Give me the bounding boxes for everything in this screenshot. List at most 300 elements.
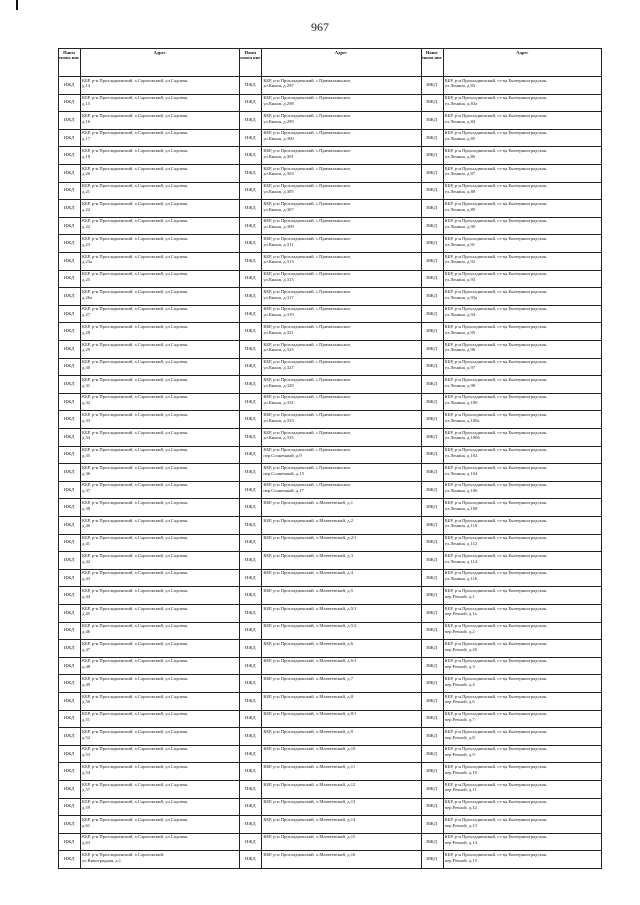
object-type-cell: ИЖД bbox=[63, 275, 75, 281]
object-type-cell: ИЖД bbox=[63, 521, 75, 527]
object-type-cell: ИЖД bbox=[63, 627, 75, 633]
address-line-1: КБР, р-н Прохладненский, с.Прималкинское, bbox=[263, 394, 352, 400]
object-type-cell: ИЖД bbox=[426, 416, 437, 422]
object-type-cell: ИЖД bbox=[63, 187, 75, 193]
address-line-1: КБР, р-н Прохладненский, х.Саратовский, ул.Садовая, bbox=[82, 746, 188, 752]
address-line-1: КБР, р-н Прохладненский, х.Саратовский, ул.Садовая, bbox=[82, 675, 188, 681]
object-type-cell: ИЖД bbox=[245, 539, 256, 545]
address-line-2: ул.Кныш, д.331 bbox=[263, 400, 294, 406]
address-line-2: ул.Кныш, д.315 bbox=[263, 276, 294, 282]
object-type-cell: ИЖД bbox=[245, 592, 256, 598]
address-line-2: ул.Кныш, д.325 bbox=[263, 347, 294, 353]
address-line-2: д.15 bbox=[82, 100, 91, 106]
header-type-label: Наим енова ние bbox=[58, 50, 80, 61]
address-line-1: КБР, р-н Прохладненский, с.Прималкинское, bbox=[263, 253, 352, 259]
address-line-1: КБР, р-н Прохладненский, х.Саратовский, ул.Садовая, bbox=[82, 200, 188, 206]
address-line-2: ул.Кныш, д.298 bbox=[263, 100, 294, 106]
address-line-1: КБР, р-н Прохладненский, ст-ца.Екатериноградская, bbox=[444, 235, 547, 241]
object-type-cell: ИЖД bbox=[245, 627, 256, 633]
address-line-1: КБР, р-н Прохладненский, с.Прималкинское, bbox=[263, 235, 352, 241]
object-type-cell: ИЖД bbox=[63, 821, 75, 826]
object-type-cell: ИЖД bbox=[426, 398, 437, 404]
object-type-cell: ИЖД bbox=[426, 803, 437, 809]
object-type-cell: ИЖД bbox=[63, 645, 75, 650]
address-line-1: КБР, р-н Прохладненский, ст-ца.Екатериноградская, bbox=[444, 359, 547, 365]
object-type-cell: ИЖД bbox=[245, 381, 256, 386]
address-line-1: КБР, р-н Прохладненский, ст-ца.Екатериноградская, bbox=[444, 499, 547, 505]
address-line-2: пер.Солнечный, д.9 bbox=[263, 452, 302, 458]
address-line-2: ул.Кныш, д.335 bbox=[263, 435, 294, 441]
address-line-1: КБР, р-н Прохладненский, ст-ца.Екатериноградская, bbox=[444, 482, 547, 488]
object-type-cell: ИЖД bbox=[245, 205, 256, 210]
scan-margin-mark bbox=[16, 0, 18, 10]
address-line-1: КБР, р-н Прохладненский, ст-ца.Екатериноградская, bbox=[444, 851, 547, 857]
object-type-cell: ИЖД bbox=[245, 363, 256, 369]
address-line-1: КБР, р-н Прохладненский, ст-ца.Екатериноградская, bbox=[444, 165, 547, 171]
object-type-cell: ИЖД bbox=[245, 433, 256, 439]
object-type-cell: ИЖД bbox=[426, 750, 437, 756]
address-line-2: ул.Ленина, д.102 bbox=[444, 452, 478, 458]
object-type-cell: ИЖД bbox=[426, 557, 437, 562]
address-line-1: КБР, р-н Прохладненский, х.Саратовский, ул.Садовая, bbox=[82, 235, 188, 241]
address-line-2: д.51 bbox=[82, 716, 91, 722]
address-line-2: ул.Кныш, д.327 bbox=[263, 364, 294, 370]
object-type-cell: ИЖД bbox=[63, 205, 75, 210]
address-line-2: ул.Кныш, д.309 bbox=[263, 224, 294, 230]
address-line-1: КБР, р-н Прохладненский, х.Матвеевский, д.2 bbox=[263, 517, 354, 523]
address-line-2: д.40 bbox=[82, 523, 91, 529]
address-line-1: КБР, р-н Прохладненский, ст-ца.Екатериноградская, bbox=[444, 658, 547, 664]
address-line-1: КБР, р-н Прохладненский, х.Саратовский, ул.Садовая, bbox=[82, 147, 188, 153]
header-type-label: Наим енова ние bbox=[421, 50, 442, 61]
address-line-2: ул.Ленина, д.93 bbox=[444, 276, 476, 282]
object-type-cell: ИЖД bbox=[245, 750, 256, 756]
address-line-1: КБР, р-н Прохладненский, х.Саратовский, ул.Садовая, bbox=[82, 112, 188, 118]
address-line-2: ул.Ленина, д.93а bbox=[444, 294, 478, 300]
address-line-1: КБР, р-н Прохладненский, ст-ца.Екатериноградская, bbox=[444, 147, 547, 153]
address-line-1: КБР, р-н Прохладненский, с.Прималкинское, bbox=[263, 77, 352, 83]
address-line-2: д.37 bbox=[82, 488, 91, 494]
object-type-cell: ИЖД bbox=[245, 838, 256, 844]
object-type-cell: ИЖД bbox=[426, 592, 437, 598]
address-line-2: д.29 bbox=[82, 347, 91, 353]
address-line-1: КБР, р-н Прохладненский, х.Саратовский, ул.Садовая, bbox=[82, 728, 188, 734]
object-type-cell: ИЖД bbox=[63, 169, 75, 175]
address-line-1: КБР, р-н Прохладненский, х.Матвеевский, д.16 bbox=[263, 851, 356, 857]
address-line-2: ул.Ленина, д.94 bbox=[444, 312, 476, 318]
address-line-1: КБР, р-н Прохладненский, с.Прималкинское, bbox=[263, 218, 352, 224]
address-line-2: д.59 bbox=[82, 804, 91, 810]
address-line-1: КБР, р-н Прохладненский, х.Саратовский, ул.Садовая, bbox=[82, 552, 188, 558]
object-type-cell: ИЖД bbox=[63, 838, 75, 844]
address-line-2: д.46 bbox=[82, 628, 91, 634]
address-line-1: КБР, р-н Прохладненский, ст-ца.Екатериноградская, bbox=[444, 763, 547, 769]
address-line-1: КБР, р-н Прохладненский, х.Саратовский, ул.Садовая, bbox=[82, 183, 188, 189]
address-line-2: пер.Речной, д.15 bbox=[444, 857, 477, 863]
address-line-2: ул.Кныш, д.303 bbox=[263, 171, 294, 177]
address-line-2: д.44 bbox=[82, 593, 91, 599]
object-type-cell: ИЖД bbox=[245, 451, 256, 457]
address-line-1: КБР, р-н Прохладненский, х.Саратовский, ул.Садовая, bbox=[82, 394, 188, 400]
object-type-cell: ИЖД bbox=[245, 856, 256, 862]
address-line-2: ул.Кныш, д.317 bbox=[263, 294, 294, 300]
address-line-2: ул.Ленина, д.91 bbox=[444, 241, 476, 247]
address-line-2: д.35 bbox=[82, 452, 91, 458]
address-line-1: КБР, р-н Прохладненский, х.Саратовский, ул.Садовая, bbox=[82, 570, 188, 576]
address-line-1: КБР, р-н Прохладненский, ст-ца.Екатериноградская, bbox=[444, 675, 547, 681]
address-line-1: КБР, р-н Прохладненский, х.Саратовский, ул.Садовая, bbox=[82, 587, 188, 593]
object-type-cell: ИЖД bbox=[245, 715, 256, 721]
address-line-1: КБР, р-н Прохладненский, ст-ца.Екатериноградская, bbox=[444, 552, 547, 558]
object-type-cell: ИЖД bbox=[63, 557, 75, 562]
address-line-1: КБР, р-н Прохладненский, х.Матвеевский, д.1 bbox=[263, 499, 354, 505]
object-type-cell: ИЖД bbox=[426, 539, 437, 545]
object-type-cell: ИЖД bbox=[63, 662, 75, 668]
address-line-2: ул.Ленина, д.83 bbox=[444, 83, 476, 89]
object-type-cell: ИЖД bbox=[426, 363, 437, 369]
address-line-2: ул.Ленина, д.106 bbox=[444, 488, 478, 494]
address-line-1: КБР, р-н Прохладненский, х.Саратовский, ул.Садовая, bbox=[82, 77, 188, 83]
address-line-2: пер.Речной, д.3 bbox=[444, 664, 475, 670]
address-line-1: КБР, р-н Прохладненский, ст-ца.Екатериноградская, bbox=[444, 77, 547, 83]
object-type-cell: ИЖД bbox=[245, 416, 256, 422]
address-line-2: ул.Кныш, д.305 bbox=[263, 188, 294, 194]
object-type-cell: ИЖД bbox=[63, 240, 75, 246]
address-line-2: д.61 bbox=[82, 822, 91, 828]
address-line-2: пер.Речной, д.8 bbox=[444, 734, 475, 740]
address-line-1: КБР, р-н Прохладненский, ст-ца.Екатериноградская, bbox=[444, 341, 547, 347]
address-line-2: д.50 bbox=[82, 699, 91, 705]
address-line-1: КБР, р-н Прохладненский, х.Саратовский, ул.Садовая, bbox=[82, 640, 188, 646]
address-line-1: КБР, р-н Прохладненский, х.Саратовский, ул.Садовая, bbox=[82, 834, 188, 840]
address-line-2: д.33 bbox=[82, 417, 91, 423]
object-type-cell: ИЖД bbox=[426, 821, 437, 826]
address-line-1: КБР, р-н Прохладненский, х.Саратовский, ул.Садовая, bbox=[82, 411, 188, 417]
object-type-cell: ИЖД bbox=[63, 293, 75, 298]
address-line-1: КБР, р-н Прохладненский, х.Матвеевский, д.5/1 bbox=[263, 605, 357, 611]
object-type-cell: ИЖД bbox=[426, 768, 437, 774]
address-line-2: пер.Солнечный, д.15 bbox=[263, 470, 304, 476]
address-line-1: КБР, р-н Прохладненский, ст-ца.Екатериноградская, bbox=[444, 605, 547, 611]
address-line-1: КБР, р-н Прохладненский, ст-ца.Екатериноградская, bbox=[444, 535, 547, 541]
address-line-1: КБР, р-н Прохладненский, с.Прималкинское, bbox=[263, 147, 352, 153]
address-line-1: КБР, р-н Прохладненский, х.Матвеевский, д.6/1 bbox=[263, 658, 357, 664]
address-line-1: КБР, р-н Прохладненский, с.Прималкинское, bbox=[263, 112, 352, 118]
type-column-rule bbox=[443, 48, 444, 868]
type-column-rule bbox=[80, 48, 81, 868]
object-type-cell: ИЖД bbox=[426, 222, 437, 228]
object-type-cell: ИЖД bbox=[426, 645, 437, 650]
object-type-cell: ИЖД bbox=[245, 257, 256, 263]
address-line-1: КБР, р-н Прохладненский, х.Матвеевский, д.13 bbox=[263, 799, 356, 805]
address-line-1: КБР, р-н Прохладненский, с.Прималкинское, bbox=[263, 482, 352, 488]
object-type-cell: ИЖД bbox=[63, 363, 75, 369]
object-type-cell: ИЖД bbox=[245, 645, 256, 650]
table-bottom-rule bbox=[58, 868, 602, 869]
object-type-cell: ИЖД bbox=[63, 257, 75, 263]
address-line-1: КБР, р-н Прохладненский, с.Прималкинское, bbox=[263, 359, 352, 365]
object-type-cell: ИЖД bbox=[63, 310, 75, 316]
object-type-cell: ИЖД bbox=[426, 345, 437, 351]
address-line-1: КБР, р-н Прохладненский, х.Саратовский, ул.Садовая, bbox=[82, 359, 188, 365]
address-line-1: КБР, р-н Прохладненский, с.Прималкинское, bbox=[263, 411, 352, 417]
address-line-2: ул.Ленина, д.89 bbox=[444, 206, 476, 212]
object-type-cell: ИЖД bbox=[426, 99, 437, 105]
address-line-1: КБР, р-н Прохладненский, ст-ца.Екатериноградская, bbox=[444, 429, 547, 435]
object-type-cell: ИЖД bbox=[245, 134, 256, 140]
address-line-2: пер.Речной, д.4 bbox=[444, 681, 475, 687]
object-type-cell: ИЖД bbox=[245, 557, 256, 562]
address-line-1: КБР, р-н Прохладненский, х.Матвеевский, д.10 bbox=[263, 746, 356, 752]
object-type-cell: ИЖД bbox=[245, 275, 256, 281]
address-line-1: КБР, р-н Прохладненский, ст-ца.Екатериноградская, bbox=[444, 376, 547, 382]
object-type-cell: ИЖД bbox=[245, 486, 256, 492]
object-type-cell: ИЖД bbox=[426, 627, 437, 633]
address-line-1: КБР, р-н Прохладненский, ст-ца.Екатериноградская, bbox=[444, 271, 547, 277]
object-type-cell: ИЖД bbox=[63, 416, 75, 422]
address-line-1: КБР, р-н Прохладненский, с.Прималкинское, bbox=[263, 341, 352, 347]
address-line-2: ул.Ленина, д.110 bbox=[444, 523, 478, 529]
object-type-cell: ИЖД bbox=[63, 99, 75, 105]
object-type-cell: ИЖД bbox=[245, 609, 256, 615]
address-line-1: КБР, р-н Прохладненский, х.Саратовский, ул.Садовая, bbox=[82, 253, 188, 259]
address-line-1: КБР, р-н Прохладненский, х.Матвеевский, д.11 bbox=[263, 763, 356, 769]
object-type-cell: ИЖД bbox=[245, 768, 256, 774]
address-line-1: КБР, р-н Прохладненский, ст-ца.Екатериноградская, bbox=[444, 623, 547, 629]
object-type-cell: ИЖД bbox=[63, 785, 75, 791]
address-line-2: д.34 bbox=[82, 435, 91, 441]
address-line-1: КБР, р-н Прохладненский, х.Саратовский, ул.Садовая, bbox=[82, 271, 188, 277]
object-type-cell: ИЖД bbox=[245, 574, 256, 580]
object-type-cell: ИЖД bbox=[63, 733, 75, 738]
address-line-2: пер.Речной, д.1 bbox=[444, 593, 475, 599]
address-line-2: д.22 bbox=[82, 224, 91, 230]
object-type-cell: ИЖД bbox=[426, 733, 437, 738]
address-line-1: КБР, р-н Прохладненский, ст-ца.Екатериноградская, bbox=[444, 587, 547, 593]
address-line-1: КБР, р-н Прохладненский, ст-ца.Екатериноградская, bbox=[444, 447, 547, 453]
object-type-cell: ИЖД bbox=[426, 838, 437, 844]
object-type-cell: ИЖД bbox=[426, 433, 437, 439]
address-line-1: КБР, р-н Прохладненский, с.Прималкинское, bbox=[263, 130, 352, 136]
address-line-1: КБР, р-н Прохладненский, ст-ца.Екатериноградская, bbox=[444, 112, 547, 118]
address-line-1: КБР, р-н Прохладненский, ст-ца.Екатериноградская, bbox=[444, 200, 547, 206]
address-line-1: КБР, р-н Прохладненский, х.Матвеевский, д.15 bbox=[263, 834, 356, 840]
address-line-1: КБР, р-н Прохладненский, х.Саратовский, ул.Садовая, bbox=[82, 517, 188, 523]
header-address-label: Адрес bbox=[516, 50, 529, 55]
address-line-1: КБР, р-н Прохладненский, х.Саратовский, ул.Садовая, bbox=[82, 323, 188, 329]
address-line-2: ул.Ленина, д.84 bbox=[444, 118, 476, 124]
object-type-cell: ИЖД bbox=[63, 609, 75, 615]
address-line-1: КБР, р-н Прохладненский, с.Прималкинское, bbox=[263, 429, 352, 435]
object-type-cell: ИЖД bbox=[245, 117, 256, 122]
object-type-cell: ИЖД bbox=[63, 592, 75, 598]
address-line-2: д.32 bbox=[82, 400, 91, 406]
address-line-1: КБР, р-н Прохладненский, ст-ца.Екатериноградская, bbox=[444, 693, 547, 699]
object-type-cell: ИЖД bbox=[63, 750, 75, 756]
object-type-cell: ИЖД bbox=[63, 539, 75, 545]
object-type-cell: ИЖД bbox=[245, 504, 256, 510]
object-type-cell: ИЖД bbox=[63, 328, 75, 334]
table-right-rule bbox=[601, 48, 602, 868]
address-line-2: ул.Ленина, д.90 bbox=[444, 224, 476, 230]
address-line-1: КБР, р-н Прохладненский, х.Саратовский, ул.Садовая, bbox=[82, 816, 188, 822]
address-line-1: КБР, р-н Прохладненский, ст-ца.Екатериноградская, bbox=[444, 306, 547, 312]
address-line-1: КБР, р-н Прохладненский, х.Матвеевский, д.3 bbox=[263, 552, 354, 558]
object-type-cell: ИЖД bbox=[63, 381, 75, 386]
object-type-cell: ИЖД bbox=[245, 521, 256, 527]
address-line-1: КБР, р-н Прохладненский, х.Матвеевский, д.5 bbox=[263, 587, 354, 593]
address-line-1: КБР, р-н Прохладненский, х.Саратовский, ул.Садовая, bbox=[82, 376, 188, 382]
address-line-2: пер.Речной, д.11 bbox=[444, 787, 477, 793]
address-line-2: д.41 bbox=[82, 540, 91, 546]
address-line-2: ул.Кныш, д.297 bbox=[263, 83, 294, 89]
address-line-2: пер.Речной, д.9 bbox=[444, 752, 475, 758]
address-line-2: д.27 bbox=[82, 312, 91, 318]
address-line-2: д.43 bbox=[82, 576, 91, 582]
object-type-cell: ИЖД bbox=[63, 398, 75, 404]
address-line-2: ул.Ленина, д.85 bbox=[444, 136, 476, 142]
object-type-cell: ИЖД bbox=[426, 662, 437, 668]
address-line-1: КБР, р-н Прохладненский, ст-ца.Екатериноградская, bbox=[444, 640, 547, 646]
object-type-cell: ИЖД bbox=[245, 187, 256, 193]
address-line-1: КБР, р-н Прохладненский, х.Саратовский, ул.Садовая, bbox=[82, 288, 188, 294]
object-type-cell: ИЖД bbox=[63, 345, 75, 351]
address-line-1: КБР, р-н Прохладненский, ст-ца.Екатериноградская, bbox=[444, 781, 547, 787]
table-top-rule bbox=[58, 48, 602, 49]
address-line-2: пер.Речной, д.2б bbox=[444, 646, 477, 652]
object-type-cell: ИЖД bbox=[245, 398, 256, 404]
address-line-2: д.22 bbox=[82, 206, 91, 212]
address-line-1: КБР, р-н Прохладненский, х.Саратовский, ул.Садовая, bbox=[82, 799, 188, 805]
object-type-cell: ИЖД bbox=[426, 328, 437, 334]
address-line-2: д.18 bbox=[82, 153, 91, 159]
object-type-cell: ИЖД bbox=[63, 697, 75, 703]
object-type-cell: ИЖД bbox=[245, 662, 256, 668]
object-type-cell: ИЖД bbox=[245, 680, 256, 686]
address-line-2: пер.Речной, д.7 bbox=[444, 716, 475, 722]
address-line-2: ул.Кныш, д.319 bbox=[263, 312, 294, 318]
address-line-1: КБР, р-н Прохладненский, х.Матвеевский, д.5/2 bbox=[263, 623, 357, 629]
address-line-1: КБР, р-н Прохладненский, ст-ца.Екатериноградская, bbox=[444, 464, 547, 470]
address-line-2: ул.Ленина, д.112 bbox=[444, 540, 478, 546]
object-type-cell: ИЖД bbox=[245, 99, 256, 105]
address-line-1: КБР, р-н Прохладненский, х.Матвеевский, д.8/1 bbox=[263, 711, 357, 717]
address-line-1: КБР, р-н Прохладненский, х.Матвеевский, д.7 bbox=[263, 675, 354, 681]
object-type-cell: ИЖД bbox=[426, 785, 437, 791]
address-line-1: КБР, р-н Прохладненский, ст-ца.Екатериноградская, bbox=[444, 517, 547, 523]
address-line-1: КБР, р-н Прохладненский, ст-ца.Екатериноградская, bbox=[444, 130, 547, 136]
page-number: 967 bbox=[311, 20, 329, 34]
object-type-cell: ИЖД bbox=[426, 680, 437, 686]
address-line-1: КБР, р-н Прохладненский, ст-ца.Екатериноградская, bbox=[444, 711, 547, 717]
address-line-1: КБР, р-н Прохладненский, х.Матвеевский, д.2/1 bbox=[263, 535, 357, 541]
object-type-cell: ИЖД bbox=[426, 715, 437, 721]
address-line-2: пер.Речной, д.14 bbox=[444, 840, 477, 846]
object-type-cell: ИЖД bbox=[245, 240, 256, 246]
object-type-cell: ИЖД bbox=[245, 821, 256, 826]
object-type-cell: ИЖД bbox=[245, 169, 256, 175]
address-line-2: пер.Речной, д.12 bbox=[444, 804, 477, 810]
address-line-2: ул.Ленина, д.97 bbox=[444, 364, 476, 370]
object-type-cell: ИЖД bbox=[245, 222, 256, 228]
address-line-1: КБР, р-н Прохладненский, х.Саратовский, ул.Садовая, bbox=[82, 130, 188, 136]
address-line-2: пер.Речной, д.2 bbox=[444, 628, 475, 634]
address-line-2: ул.Ленина, д.116 bbox=[444, 576, 478, 582]
address-line-2: д.31 bbox=[82, 382, 91, 388]
address-line-2: ул.Ленина, д.96 bbox=[444, 347, 476, 353]
object-type-cell: ИЖД bbox=[63, 680, 75, 686]
address-line-2: ул.Виноградная, д.1 bbox=[82, 857, 122, 863]
address-line-1: КБР, р-н Прохладненский, х.Саратовский, ул.Садовая, bbox=[82, 658, 188, 664]
object-type-cell: ИЖД bbox=[426, 574, 437, 580]
type-column-rule bbox=[261, 48, 262, 868]
header-type-label: Наим енова ние bbox=[240, 50, 261, 61]
object-type-cell: ИЖД bbox=[63, 81, 75, 87]
address-line-1: КБР, р-н Прохладненский, с.Прималкинское, bbox=[263, 288, 352, 294]
object-type-cell: ИЖД bbox=[426, 275, 437, 281]
address-line-1: КБР, р-н Прохладненский, х.Саратовский, ул.Садовая, bbox=[82, 605, 188, 611]
address-line-2: пер.Речной, д.10 bbox=[444, 769, 477, 775]
address-line-2: пер.Речной, д.6 bbox=[444, 699, 475, 705]
object-type-cell: ИЖД bbox=[245, 785, 256, 791]
object-type-cell: ИЖД bbox=[63, 469, 75, 474]
address-line-1: КБР, р-н Прохладненский, х.Саратовский, ул.Садовая, bbox=[82, 693, 188, 699]
object-type-cell: ИЖД bbox=[426, 504, 437, 510]
address-line-1: КБР, р-н Прохладненский, с.Прималкинское, bbox=[263, 183, 352, 189]
address-line-1: КБР, р-н Прохладненский, с.Прималкинское, bbox=[263, 376, 352, 382]
object-type-cell: ИЖД bbox=[426, 451, 437, 457]
address-line-1: КБР, р-н Прохладненский, ст-ца.Екатериноградская, bbox=[444, 411, 547, 417]
address-line-1: КБР, р-н Прохладненский, с.Прималкинское, bbox=[263, 95, 352, 101]
object-type-cell: ИЖД bbox=[426, 856, 437, 862]
address-line-2: ул.Ленина, д.100б bbox=[444, 435, 480, 441]
object-type-cell: ИЖД bbox=[245, 81, 256, 87]
address-line-2: д.57 bbox=[82, 787, 91, 793]
header-address-label: Адрес bbox=[334, 50, 348, 55]
object-type-cell: ИЖД bbox=[426, 609, 437, 615]
address-line-2: ул.Кныш, д.307 bbox=[263, 206, 294, 212]
address-line-1: КБР, р-н Прохладненский, с.Прималкинское, bbox=[263, 306, 352, 312]
address-line-1: КБР, р-н Прохладненский, х.Саратовский, ул.Садовая, bbox=[82, 482, 188, 488]
object-type-cell: ИЖД bbox=[426, 205, 437, 210]
address-line-2: ул.Ленина, д.100а bbox=[444, 417, 480, 423]
address-line-2: д.28 bbox=[82, 329, 91, 335]
address-line-2: ул.Ленина, д.87 bbox=[444, 171, 476, 177]
address-line-2: д.52 bbox=[82, 734, 91, 740]
address-line-1: КБР, р-н Прохладненский, х.Саратовский, ул.Садовая, bbox=[82, 781, 188, 787]
address-line-2: ул.Кныш, д.329 bbox=[263, 382, 294, 388]
address-line-1: КБР, р-н Прохладненский, с.Прималкинское, bbox=[263, 323, 352, 329]
object-type-cell: ИЖД bbox=[63, 451, 75, 457]
object-type-cell: ИЖД bbox=[245, 469, 256, 474]
object-type-cell: ИЖД bbox=[426, 469, 437, 474]
address-line-2: д.16 bbox=[82, 118, 91, 124]
object-type-cell: ИЖД bbox=[426, 521, 437, 527]
address-line-2: ул.Кныш, д.300 bbox=[263, 136, 294, 142]
object-type-cell: ИЖД bbox=[245, 345, 256, 351]
address-line-1: КБР, р-н Прохладненский, с.Прималкинское, bbox=[263, 464, 352, 470]
address-line-1: КБР, р-н Прохладненский, х.Матвеевский, д.6 bbox=[263, 640, 354, 646]
address-line-1: КБР, р-н Прохладненский, х.Саратовский, ул.Садовая, bbox=[82, 535, 188, 541]
address-line-2: д.25 bbox=[82, 276, 91, 282]
object-type-cell: ИЖД bbox=[426, 486, 437, 492]
object-type-cell: ИЖД bbox=[245, 733, 256, 738]
address-line-2: ул.Ленина, д.83а bbox=[444, 100, 478, 106]
address-line-2: ул.Кныш, д.313 bbox=[263, 259, 294, 265]
object-type-cell: ИЖД bbox=[63, 504, 75, 510]
address-line-2: ул.Кныш, д.301 bbox=[263, 153, 294, 159]
address-line-2: д.42 bbox=[82, 558, 91, 564]
